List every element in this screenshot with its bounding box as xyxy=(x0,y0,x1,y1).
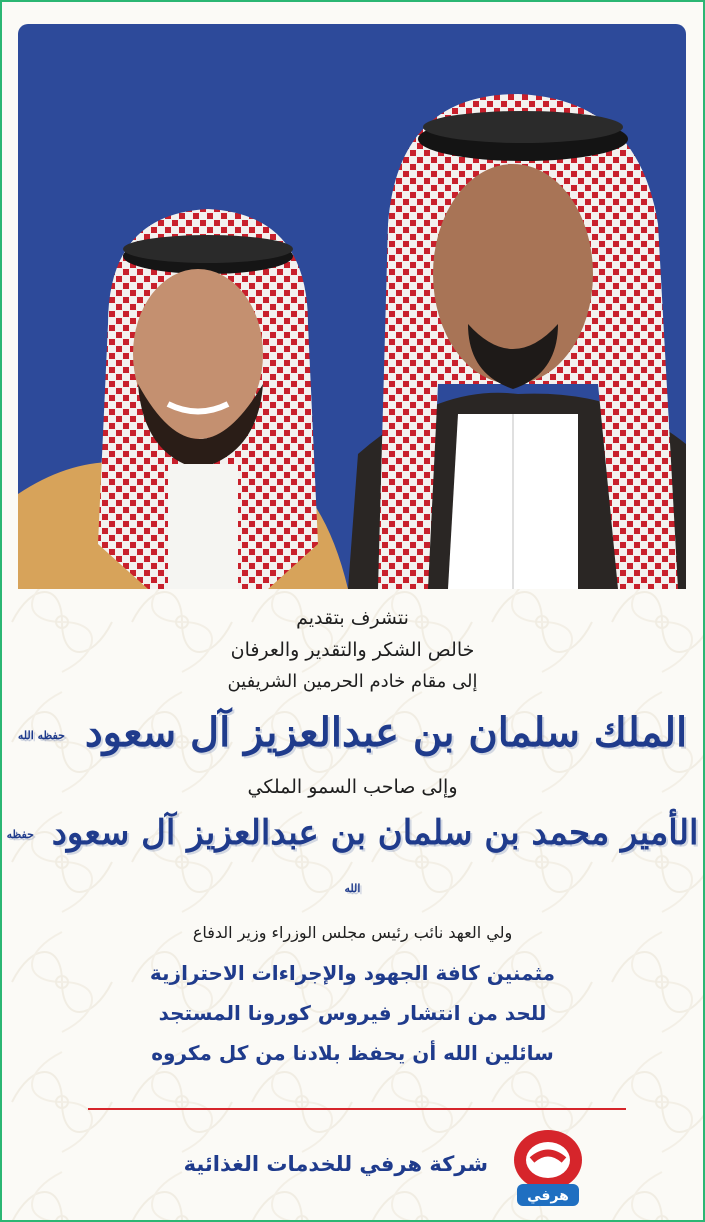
right-portrait xyxy=(348,94,686,589)
prince-name-calligraphy xyxy=(2,807,703,915)
intro-line: نتشرف بتقديم xyxy=(296,607,409,629)
red-divider xyxy=(88,1108,626,1110)
portraits-illustration xyxy=(18,24,686,589)
appreciation-line: مثمنين كافة الجهود والإجراءات الاحترازية xyxy=(149,961,556,985)
king-name: الملك سلمان بن عبدالعزيز آل سعود xyxy=(84,709,688,756)
king-name-calligraphy xyxy=(2,704,703,765)
company-name: شركة هرفي للخدمات الغذائية xyxy=(183,1152,488,1176)
thank-you-message xyxy=(2,602,703,1073)
king-honorific: حفظه الله xyxy=(17,729,65,742)
corona-line: للحد من انتشار فيروس كورونا المستجد xyxy=(158,1001,547,1025)
left-portrait xyxy=(18,209,348,589)
prince-name: الأمير محمد بن سلمان بن عبدالعزيز آل سعود xyxy=(51,813,699,853)
prayer-line: سائلين الله أن يحفظ بلادنا من كل مكروه xyxy=(151,1041,554,1065)
portrait-photo-panel xyxy=(18,24,686,589)
royal-highness-line: وإلى صاحب السمو الملكي xyxy=(247,776,458,798)
crown-prince-title: ولي العهد نائب رئيس مجلس الوزراء وزير الدفاع xyxy=(192,923,513,942)
gratitude-line: خالص الشكر والتقدير والعرفان xyxy=(230,639,475,661)
logo-wordmark: هرفي xyxy=(527,1188,569,1204)
prince-honorific: حفظه الله xyxy=(6,828,361,895)
herfy-logo xyxy=(507,1126,589,1212)
custodian-line: إلى مقام خادم الحرمين الشريفين xyxy=(227,671,478,692)
